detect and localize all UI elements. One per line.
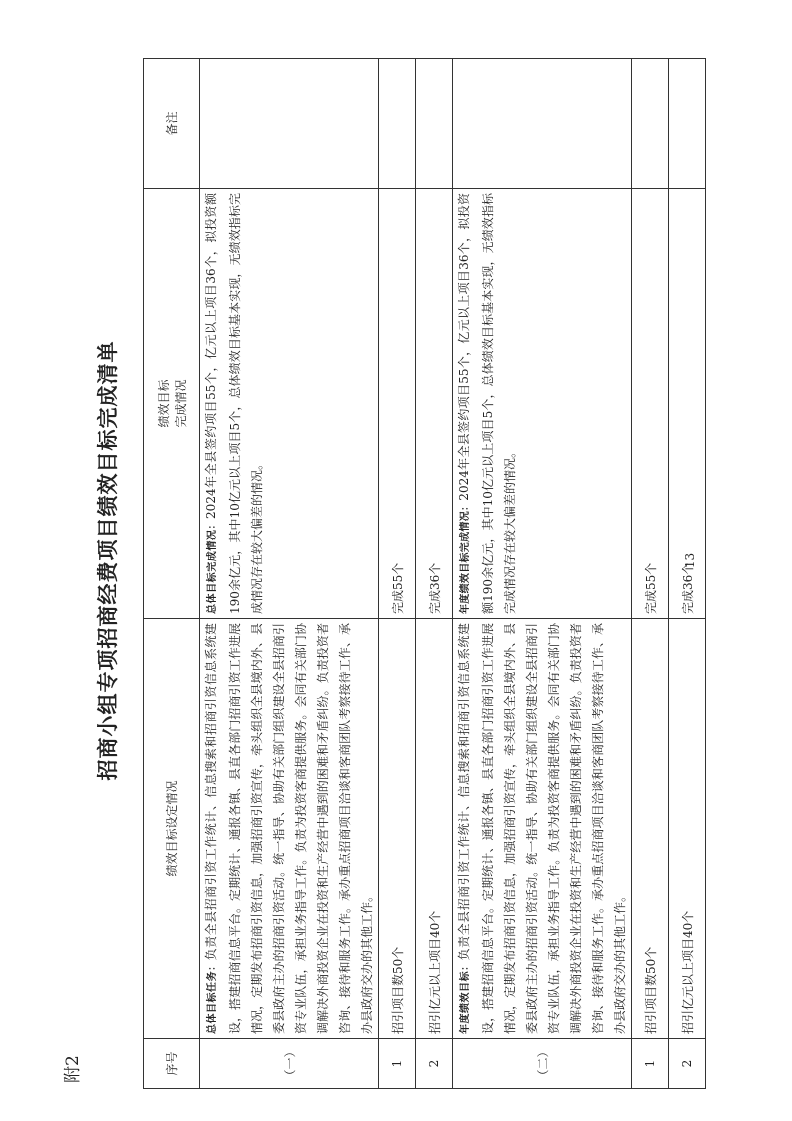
row-target: 招引项目数50个 <box>632 619 669 1039</box>
row-seq: （二） <box>453 1039 632 1089</box>
row-remark <box>453 59 632 189</box>
row-completion: 完成36个 <box>416 189 453 619</box>
header-completion-line2: 完成情况 <box>173 379 188 428</box>
row-seq: （一） <box>200 1039 379 1089</box>
completion-text: 2024年全县签约项目55个，亿元以上项目36个，拟投资额190余亿元，其中10亿元以上项目5个，总体绩效目标基本实现，无绩效指标完成情况存在较大偏差的情况。 <box>204 193 264 614</box>
row-completion: 完成55个 <box>379 189 416 619</box>
row-completion: 完成55个 <box>632 189 669 619</box>
row-target: 招引亿元以上项目40个 <box>416 619 453 1039</box>
table-row <box>379 59 416 1089</box>
row-remark <box>379 59 416 189</box>
row-remark <box>416 59 453 189</box>
completion-label: 年度绩效目标完成情况： <box>460 500 471 614</box>
row-seq: 1 <box>632 1039 669 1089</box>
table-row <box>200 59 379 1089</box>
header-completion <box>144 189 200 619</box>
header-remark: 备注 <box>144 59 200 189</box>
row-completion <box>200 189 379 619</box>
page-number: 13 <box>683 552 697 569</box>
row-seq: 2 <box>416 1039 453 1089</box>
row-target <box>200 619 379 1039</box>
row-completion: 完成36个 <box>669 189 706 619</box>
row-seq: 2 <box>669 1039 706 1089</box>
target-text: 负责全县招商引资工作统计、信息搜索和招商引资信息系统建设，搭建招商信息平台。定期统计、通报各镇、县直各部门招商引资工作进展情况，定期发布招商引资信息，加强招商引资宣传，牵头组织全县境内外、县委县政府主办的招商引资活动。统一指导、协助有关部门组织建设全县招商引资专业队伍，承担业务指导工作。负责为投资客商提供服务。会同有关部门协调解决外商投资企业在投资和生产经营中遇到的困难和矛盾纠纷。负责投资者咨询、接待和服务工作。承办重点招商项目洽谈和客商团队考察接待工作、承办县政府交办的其他工作。 <box>204 623 374 1034</box>
completion-label: 总体目标完成情况： <box>207 518 218 614</box>
row-completion <box>453 189 632 619</box>
table-row <box>416 59 453 1089</box>
header-target: 绩效目标设定情况 <box>144 619 200 1039</box>
row-target: 招引亿元以上项目40个 <box>669 619 706 1039</box>
target-label: 总体目标任务： <box>207 960 218 1034</box>
table-header-row <box>144 59 200 1089</box>
row-remark <box>632 59 669 189</box>
completion-text: 2024年全县签约项目55个，亿元以上项目36个，拟投资额190余亿元，其中10亿元以上项目5个，总体绩效目标基本实现，无绩效指标完成情况存在较大偏差的情况。 <box>457 193 517 614</box>
header-seq: 序号 <box>144 1039 200 1089</box>
row-seq: 1 <box>379 1039 416 1089</box>
table-row <box>632 59 669 1089</box>
performance-table <box>143 58 706 1089</box>
page-title: 招商小组专项招商经费项目绩效目标完成清单 <box>95 340 120 781</box>
row-remark <box>200 59 379 189</box>
table-row <box>453 59 632 1089</box>
target-text: 负责全县招商引资工作统计、信息搜索和招商引资信息系统建设，搭建招商信息平台。定期统计、通报各镇、县直各部门招商引资工作进展情况，定期发布招商引资信息，加强招商引资宣传，牵头组织全县境内外、县委县政府主办的招商引资活动。统一指导、协助有关部门组织建设全县招商引资专业队伍，承担业务指导工作。负责为投资客商提供服务。会同有关部门协调解决外商投资企业在投资和生产经营中遇到的困难和矛盾纠纷。负责投资者咨询、接待和服务工作。承办重点招商项目洽谈和客商团队考察接待工作、承办县政府交办的其他工作。 <box>457 623 627 1034</box>
row-target <box>453 619 632 1039</box>
header-completion-line1: 绩效目标 <box>156 379 171 428</box>
target-label: 年度绩效目标： <box>460 960 471 1034</box>
row-target: 招引项目数50个 <box>379 619 416 1039</box>
annex-label: 附2 <box>63 1055 83 1083</box>
